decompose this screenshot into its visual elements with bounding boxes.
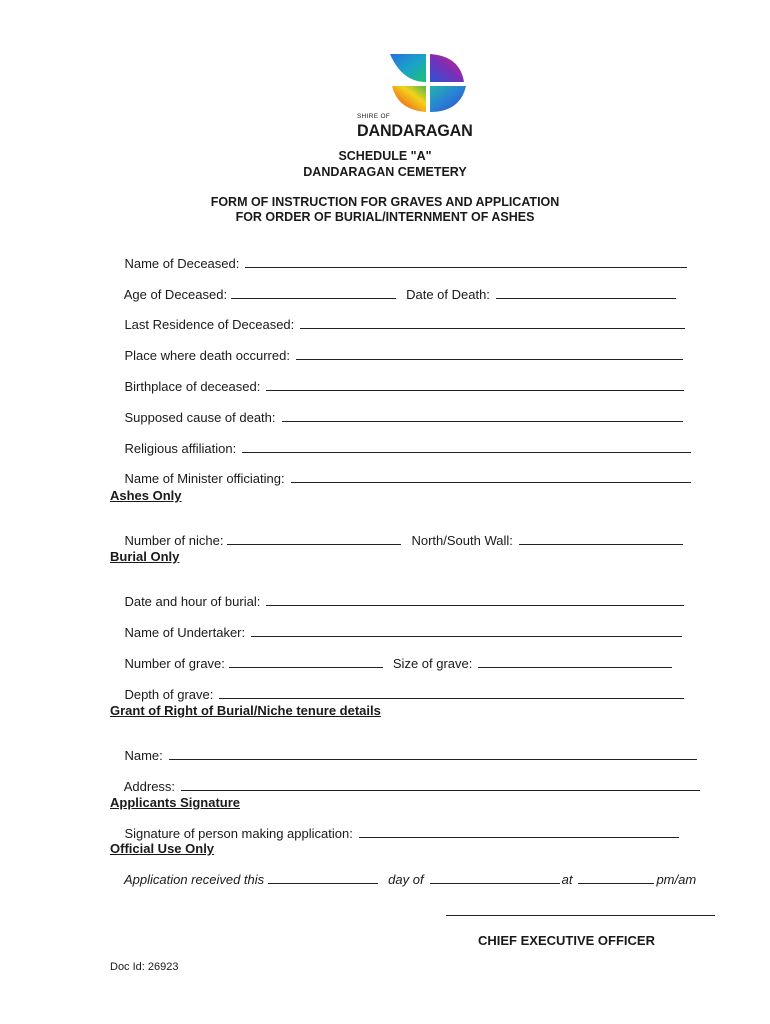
burial-only-heading: Burial Only xyxy=(110,549,180,564)
undertaker-label: Name of Undertaker: xyxy=(124,625,246,640)
shire-logo xyxy=(355,52,473,140)
last-residence-field[interactable] xyxy=(300,317,685,329)
date-of-death-label: Date of Death: xyxy=(406,287,490,302)
name-of-deceased-field[interactable] xyxy=(245,256,687,268)
age-of-deceased-field[interactable] xyxy=(231,287,396,299)
grant-name-field[interactable] xyxy=(169,748,697,760)
cemetery-title: DANDARAGAN CEMETERY xyxy=(303,165,467,179)
grave-depth-label: Depth of grave: xyxy=(124,687,214,702)
signature-label: Signature of person making application: xyxy=(124,826,353,841)
undertaker-field[interactable] xyxy=(251,625,682,637)
doc-id: Doc Id: 26923 xyxy=(110,961,179,973)
received-label: Application received this xyxy=(123,872,265,887)
cause-of-death-label: Supposed cause of death: xyxy=(124,410,276,425)
religious-affiliation-field[interactable] xyxy=(242,441,691,453)
official-use-heading: Official Use Only xyxy=(110,841,215,856)
grave-number-field[interactable] xyxy=(229,656,383,668)
schedule-title: SCHEDULE "A" xyxy=(338,149,432,163)
day-of-label: day of xyxy=(388,872,424,887)
niche-number-field[interactable] xyxy=(227,533,401,545)
form-title-line1: FORM OF INSTRUCTION FOR GRAVES AND APPLICATION xyxy=(210,195,560,209)
logo-dandaragan-text: DANDARAGAN xyxy=(357,121,473,140)
minister-row xyxy=(110,456,691,501)
ashes-only-heading: Ashes Only xyxy=(110,488,182,503)
niche-row xyxy=(110,518,683,563)
religious-affiliation-label: Religious affiliation: xyxy=(124,441,237,456)
received-day-field[interactable] xyxy=(268,872,378,884)
signature-heading: Applicants Signature xyxy=(110,795,241,810)
received-time-field[interactable] xyxy=(578,872,654,884)
grave-size-label: Size of grave: xyxy=(392,656,473,671)
last-residence-label: Last Residence of Deceased: xyxy=(124,317,295,332)
form-title-line2: FOR ORDER OF BURIAL/INTERNMENT OF ASHES xyxy=(235,210,535,224)
grant-name-label: Name: xyxy=(124,748,163,763)
wall-label: North/South Wall: xyxy=(411,533,513,548)
pm-am-label: pm/am xyxy=(656,872,697,887)
burial-date-label: Date and hour of burial: xyxy=(124,594,261,609)
received-month-field[interactable] xyxy=(430,872,560,884)
grave-size-field[interactable] xyxy=(478,656,672,668)
date-of-death-field[interactable] xyxy=(496,287,676,299)
logo-flower-icon xyxy=(388,52,468,114)
signature-field[interactable] xyxy=(359,826,679,838)
place-of-death-field[interactable] xyxy=(296,348,683,360)
grave-depth-field[interactable] xyxy=(219,687,684,699)
grave-number-label: Number of grave: xyxy=(124,656,225,671)
birthplace-field[interactable] xyxy=(266,379,684,391)
niche-number-label: Number of niche: xyxy=(124,533,224,548)
burial-date-field[interactable] xyxy=(266,594,684,606)
ceo-label: CHIEF EXECUTIVE OFFICER xyxy=(478,933,655,948)
wall-field[interactable] xyxy=(519,533,683,545)
minister-field[interactable] xyxy=(291,471,691,483)
name-of-deceased-label: Name of Deceased: xyxy=(124,256,240,271)
grant-address-label: Address: xyxy=(123,779,176,794)
minister-label: Name of Minister officiating: xyxy=(124,471,285,486)
birthplace-label: Birthplace of deceased: xyxy=(124,379,261,394)
grant-heading: Grant of Right of Burial/Niche tenure details xyxy=(110,703,381,718)
grant-address-field[interactable] xyxy=(181,779,700,791)
place-of-death-label: Place where death occurred: xyxy=(124,348,290,363)
at-label: at xyxy=(561,872,573,887)
age-of-deceased-label: Age of Deceased: xyxy=(123,287,228,302)
ceo-signature-line[interactable] xyxy=(446,915,715,916)
cause-of-death-field[interactable] xyxy=(282,410,683,422)
logo-shire-of-text: SHIRE OF xyxy=(357,113,391,120)
official-received-row xyxy=(110,857,696,902)
